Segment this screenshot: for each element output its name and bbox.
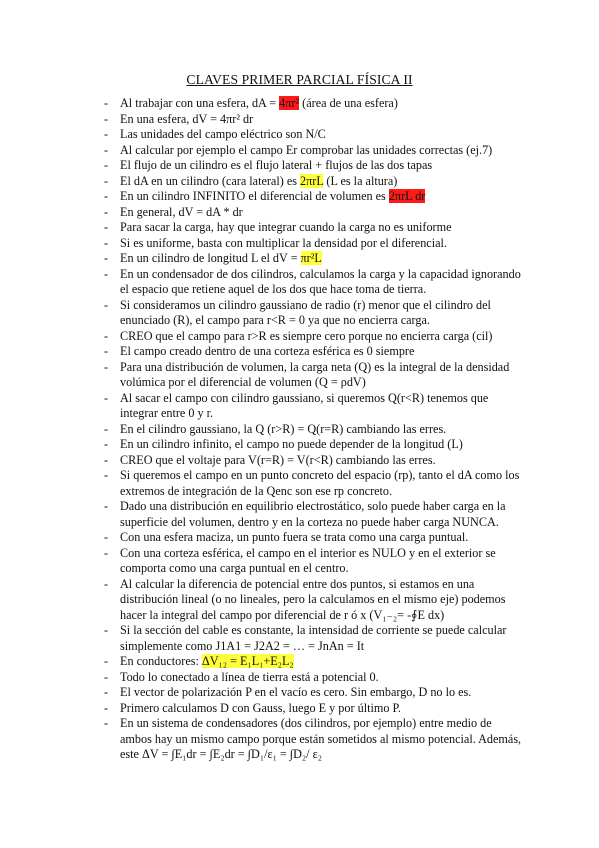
item-text: Al trabajar con una esfera, dA = (120, 96, 280, 110)
list-item (104, 298, 524, 329)
item-text: Todo lo conectado a línea de tierra está a potencial 0. (120, 669, 379, 684)
bullet-dash: - (104, 344, 109, 358)
item-text: Si la sección del cable es constante, la intensidad de corriente se puede calcular simplemente como J1A1 = J2A2 = … = JnAn = It (120, 623, 507, 653)
list-item (104, 654, 524, 670)
list-item (104, 96, 524, 112)
bullet-dash: - (104, 421, 109, 436)
list-item (104, 670, 524, 686)
list-item (104, 499, 524, 530)
list-item (104, 391, 524, 422)
item-text: Para una distribución de volumen, la carga neta (Q) es la integral de la densidad volúmica por el diferencial de volumen (Q = ρdV) (120, 359, 510, 389)
list-item (104, 546, 524, 577)
list-item (104, 127, 524, 143)
list-item (104, 205, 524, 221)
list-item (104, 236, 524, 252)
list-item (104, 685, 524, 701)
bullet-dash: - (104, 251, 109, 265)
bullet-dash: - (104, 390, 109, 405)
bullet-dash: - (104, 204, 109, 219)
item-text: El campo creado dentro de una corteza esférica es 0 siempre (120, 344, 415, 358)
bullet-dash: - (104, 328, 109, 343)
bullet-dash: - (104, 623, 109, 637)
item-text: Al calcular por ejemplo el campo Er comprobar las unidades correctas (ej.7) (120, 142, 493, 157)
bullet-dash: - (104, 530, 109, 544)
item-text: El flujo de un cilindro es el flujo lateral + flujos de las dos tapas (120, 158, 433, 172)
bullet-dash: - (104, 576, 109, 591)
item-text: En un cilindro de longitud L el dV = (120, 251, 301, 265)
list-item (104, 251, 524, 267)
list-item (104, 344, 524, 360)
bullet-dash: - (104, 173, 109, 188)
item-text: En un cilindro infinito, el campo no puede depender de la longitud (L) (120, 437, 463, 451)
item-text: Al sacar el campo con cilindro gaussiano, si queremos Q(r<R) tenemos que integrar entre 0 y r. (120, 390, 489, 420)
list-item (104, 530, 524, 546)
item-text: CREO que el campo para r>R es siempre cero porque no encierra carga (cil) (120, 328, 493, 343)
bullet-dash: - (104, 468, 109, 482)
bullet-dash: - (104, 158, 109, 172)
item-text: Primero calculamos D con Gauss, luego E y por último P. (120, 700, 401, 715)
item-text: Para sacar la carga, hay que integrar cuando la carga no es uniforme (120, 220, 452, 234)
item-text: Si queremos el campo en un punto concreto del espacio (rp), tanto el dA como los extremos de integración de la Qenc son ese rp concreto. (120, 468, 520, 498)
highlighted-text: πr²L (300, 251, 322, 265)
bullet-dash: - (104, 297, 109, 312)
highlighted-text: ΔV₁₂ = E₁L₁+E₂L₂ (201, 654, 294, 668)
list-item (104, 623, 524, 654)
list-item (104, 267, 524, 298)
bullet-dash: - (104, 235, 109, 250)
bullet-dash: - (104, 669, 109, 684)
list-item (104, 143, 524, 159)
list-item (104, 577, 524, 624)
bullet-dash: - (104, 266, 109, 281)
item-text: En general, dV = dA * dr (120, 204, 243, 219)
list-item (104, 158, 524, 174)
item-text: Con una esfera maciza, un punto fuera se trata como una carga puntual. (120, 530, 469, 544)
bullet-dash: - (104, 499, 109, 513)
item-text: Con una corteza esférica, el campo en el interior es NULO y en el exterior se comporta como una carga puntual en el centro. (120, 545, 496, 575)
bullet-dash: - (104, 545, 109, 560)
page-title: CLAVES PRIMER PARCIAL FÍSICA II (186, 72, 413, 87)
list-item (104, 716, 524, 763)
list-item (104, 189, 524, 205)
list-item (104, 422, 524, 438)
bullet-dash: - (104, 716, 109, 730)
bullet-dash: - (104, 189, 109, 203)
list-item (104, 437, 524, 453)
highlighted-text: 2πrL (300, 173, 324, 188)
item-text: Las unidades del campo eléctrico son N/C (120, 127, 326, 141)
item-text: En conductores: (120, 654, 202, 668)
bullet-list (104, 96, 524, 763)
item-text: Si consideramos un cilindro gaussiano de radio (r) menor que el cilindro del enunciado (R), el campo para r<R = 0 ya que no encierra carga. (120, 297, 491, 327)
bullet-dash: - (104, 359, 109, 374)
item-text: Dado una distribución en equilibrio electrostático, solo puede haber carga en la superficie del volumen, dentro y en la corteza no puede haber carga NUNCA. (120, 499, 506, 529)
list-item (104, 112, 524, 128)
bullet-dash: - (104, 452, 109, 467)
item-text: Al calcular la diferencia de potencial entre dos puntos, si estamos en una distribución lineal (o no lineales, pero la calculamos en el mismo eje) podemos hacer la integral del campo por diferencial de r ó x (V₁₋₂= -∮E dx) (120, 576, 506, 622)
list-item (104, 360, 524, 391)
item-text: El vector de polarización P en el vacío es cero. Sin embargo, D no lo es. (120, 685, 472, 699)
list-item (104, 701, 524, 717)
bullet-dash: - (104, 142, 109, 157)
bullet-dash: - (104, 437, 109, 451)
bullet-dash: - (104, 654, 109, 668)
item-text: (área de una esfera) (299, 96, 398, 110)
item-text: CREO que el voltaje para V(r=R) = V(r<R) cambiando las erres. (120, 452, 436, 467)
bullet-dash: - (104, 96, 109, 110)
bullet-dash: - (104, 127, 109, 141)
list-item (104, 329, 524, 345)
highlighted-text: 2πrL dr (388, 189, 426, 203)
item-text: Si es uniforme, basta con multiplicar la densidad por el diferencial. (120, 235, 447, 250)
bullet-dash: - (104, 220, 109, 234)
highlighted-text: 4πr² (279, 96, 300, 110)
item-text: El dA en un cilindro (cara lateral) es (120, 173, 301, 188)
list-item (104, 220, 524, 236)
item-text: En un condensador de dos cilindros, calculamos la carga y la capacidad ignorando el espacio que retiene aquel de los dos que hace toma de tierra. (120, 266, 521, 296)
item-text: En un sistema de condensadores (dos cilindros, por ejemplo) entre medio de ambos hay un mismo campo porque están sometidos al mismo potencial. Además, este ΔV = ∫E₁dr = ∫E₂dr = ∫D₁/ε₁ = ∫D₂/ ε₂ (120, 716, 522, 761)
item-text: En el cilindro gaussiano, la Q (r>R) = Q(r=R) cambiando las erres. (120, 421, 447, 436)
bullet-dash: - (104, 685, 109, 699)
list-item (104, 174, 524, 190)
bullet-dash: - (104, 111, 109, 126)
list-item (104, 468, 524, 499)
list-item (104, 453, 524, 469)
item-text: En un cilindro INFINITO el diferencial de volumen es (120, 189, 389, 203)
item-text: (L es la altura) (323, 173, 398, 188)
item-text: En una esfera, dV = 4πr² dr (120, 111, 254, 126)
bullet-dash: - (104, 700, 109, 715)
